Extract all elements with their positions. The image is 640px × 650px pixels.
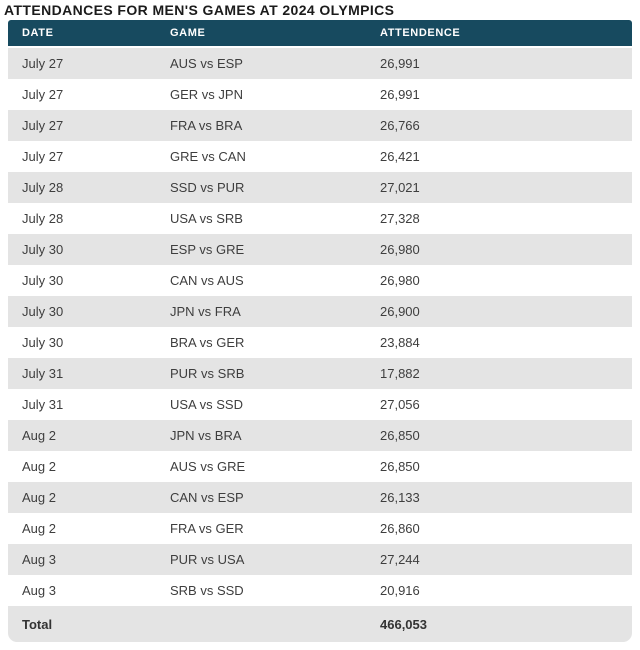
game-cell: FRA vs GER (170, 521, 244, 536)
game-cell: SRB vs SSD (170, 583, 244, 598)
date-cell: Aug 2 (22, 521, 56, 536)
table-row (8, 544, 632, 575)
date-cell: July 30 (22, 273, 64, 288)
date-cell: Aug 3 (22, 552, 56, 567)
game-cell: CAN vs AUS (170, 273, 244, 288)
game-cell: PUR vs USA (170, 552, 245, 567)
game-cell: JPN vs BRA (170, 428, 242, 443)
table-row (8, 451, 632, 482)
attendance-cell: 27,244 (380, 552, 420, 567)
game-cell: USA vs SRB (170, 211, 243, 226)
attendance-cell: 26,421 (380, 149, 420, 164)
game-cell: CAN vs ESP (170, 490, 244, 505)
game-cell: GER vs JPN (170, 87, 243, 102)
table-row (8, 420, 632, 451)
attendance-cell: 26,133 (380, 490, 420, 505)
table-row (8, 575, 632, 606)
attendance-cell: 17,882 (380, 366, 420, 381)
game-cell: ESP vs GRE (170, 242, 245, 257)
game-cell: AUS vs ESP (170, 56, 243, 71)
date-cell: July 27 (22, 149, 64, 164)
date-cell: July 30 (22, 242, 64, 257)
game-cell: BRA vs GER (170, 335, 245, 350)
game-cell: AUS vs GRE (170, 459, 246, 474)
table-row (8, 265, 632, 296)
table-total-row (8, 606, 632, 642)
game-cell: SSD vs PUR (170, 180, 245, 195)
total-attendance-value: 466,053 (380, 616, 427, 632)
attendance-cell: 26,980 (380, 273, 420, 288)
date-cell: July 31 (22, 366, 64, 381)
date-cell: July 30 (22, 335, 64, 350)
game-cell: JPN vs FRA (170, 304, 241, 319)
table-row (8, 389, 632, 420)
total-label: Total (22, 616, 53, 632)
attendance-cell: 23,884 (380, 335, 420, 350)
attendance-cell: 20,916 (380, 583, 420, 598)
date-cell: July 28 (22, 211, 64, 226)
column-header-date: DATE (22, 27, 54, 39)
column-header-attendance: ATTENDENCE (380, 27, 461, 39)
table-row (8, 358, 632, 389)
attendance-cell: 26,766 (380, 118, 420, 133)
attendance-cell: 26,991 (380, 56, 420, 71)
page-title: ATTENDANCES FOR MEN'S GAMES AT 2024 OLYMPICS (4, 2, 395, 18)
table-row (8, 172, 632, 203)
date-cell: July 27 (22, 87, 64, 102)
date-cell: July 27 (22, 118, 64, 133)
date-cell: Aug 2 (22, 428, 56, 443)
table-row (8, 79, 632, 110)
table-row (8, 203, 632, 234)
table-row (8, 513, 632, 544)
attendance-cell: 27,021 (380, 180, 420, 195)
game-cell: PUR vs SRB (170, 366, 245, 381)
attendance-cell: 26,900 (380, 304, 420, 319)
table-row (8, 110, 632, 141)
table-header-row (8, 20, 632, 46)
attendance-cell: 26,850 (380, 459, 420, 474)
table-body (8, 48, 632, 606)
attendance-cell: 27,056 (380, 397, 420, 412)
table-row (8, 482, 632, 513)
table-row (8, 327, 632, 358)
game-cell: FRA vs BRA (170, 118, 243, 133)
game-cell: USA vs SSD (170, 397, 243, 412)
game-cell: GRE vs CAN (170, 149, 246, 164)
date-cell: Aug 2 (22, 459, 56, 474)
table-row (8, 296, 632, 327)
table-row (8, 48, 632, 79)
date-cell: July 31 (22, 397, 64, 412)
attendance-cell: 26,980 (380, 242, 420, 257)
date-cell: July 30 (22, 304, 64, 319)
attendance-table (8, 20, 632, 642)
table-row (8, 234, 632, 265)
attendance-cell: 26,850 (380, 428, 420, 443)
date-cell: Aug 2 (22, 490, 56, 505)
attendance-cell: 26,860 (380, 521, 420, 536)
column-header-game: GAME (170, 27, 206, 39)
date-cell: July 28 (22, 180, 64, 195)
date-cell: July 27 (22, 56, 64, 71)
attendance-cell: 26,991 (380, 87, 420, 102)
date-cell: Aug 3 (22, 583, 56, 598)
table-row (8, 141, 632, 172)
attendance-cell: 27,328 (380, 211, 420, 226)
